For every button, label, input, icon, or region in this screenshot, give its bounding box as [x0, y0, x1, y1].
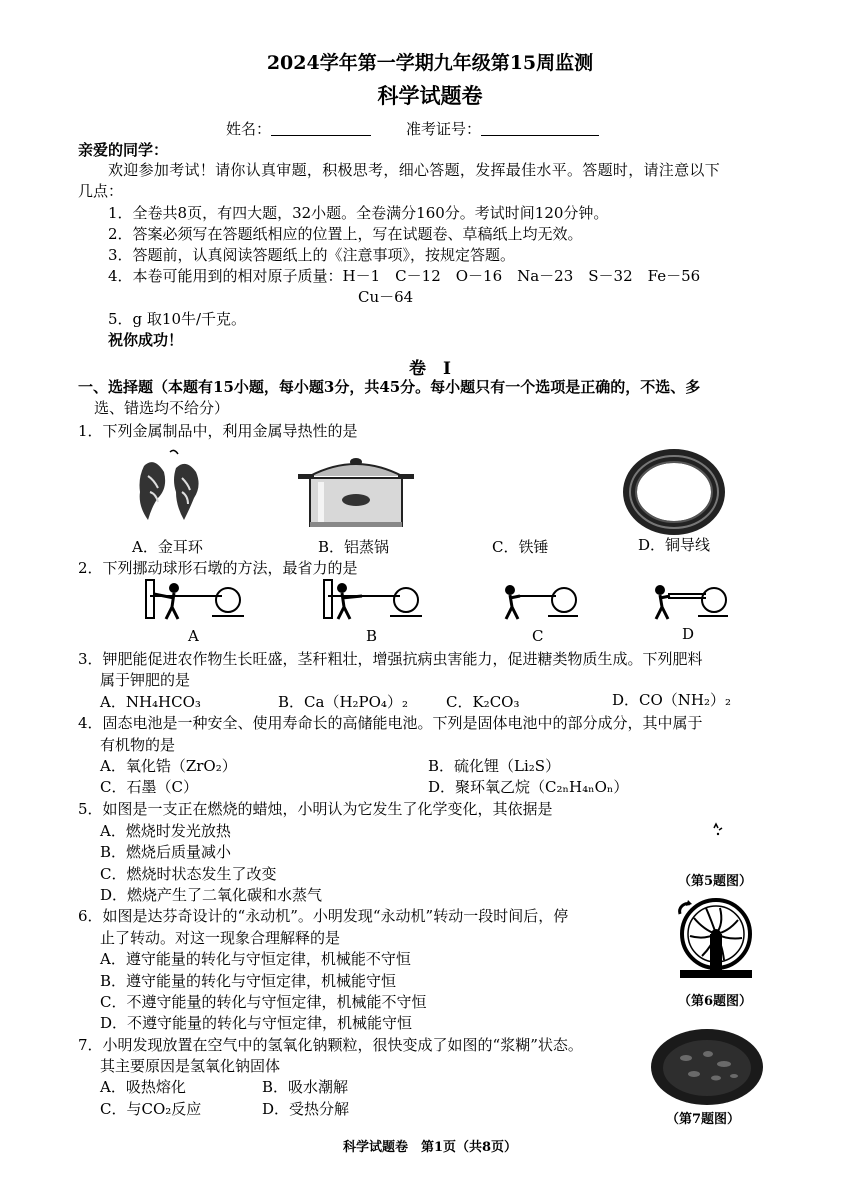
question-1-option-a: A．金耳环 — [132, 538, 203, 556]
question-5-option-c: C．燃烧时状态发生了改变 — [100, 865, 277, 883]
volume-heading: 卷 I — [409, 359, 451, 379]
question-4-option-a: A．氧化锆（ZrO₂） — [100, 757, 237, 775]
push-method-c-image — [498, 578, 578, 622]
perpetual-motion-wheel-image — [666, 892, 762, 982]
push-method-a-image — [140, 578, 244, 622]
question-3-option-c: C．K₂CO₃ — [446, 693, 520, 711]
figure-6-caption: （第6题图） — [678, 994, 753, 1009]
question-5-option-d: D．燃烧产生了二氧化碳和水蒸气 — [100, 886, 323, 904]
closing: 祝你成功！ — [108, 331, 184, 349]
question-7-option-d: D．受热分解 — [262, 1100, 350, 1118]
question-7-stem-2: 其主要原因是氢氧化钠固体 — [100, 1057, 281, 1075]
id-blank — [481, 121, 599, 136]
question-4-stem-2: 有机物的是 — [100, 736, 176, 754]
question-3-stem-2: 属于钾肥的是 — [100, 671, 191, 689]
question-6-option-a: A．遵守能量的转化与守恒定律，机械能不守恒 — [100, 950, 411, 968]
question-3-stem-1: 3．钾肥能促进农作物生长旺盛，茎秆粗壮，增强抗病虫害能力，促进糖类物质生成。下列肥料 — [78, 650, 703, 668]
exam-title: 2024学年第一学期九年级第15周监测 — [266, 52, 594, 74]
name-label: 姓名： — [226, 120, 272, 138]
push-method-b-image — [318, 578, 422, 622]
question-7-stem-1: 7．小明发现放置在空气中的氢氧化钠颗粒，很快变成了如图的“浆糊”状态。 — [78, 1036, 583, 1054]
greeting: 亲爱的同学： — [78, 141, 169, 159]
question-3-option-a: A．NH₄HCO₃ — [100, 693, 201, 711]
question-6-stem-2: 止了转动。对这一现象合理解释的是 — [100, 929, 341, 947]
copper-wire-image — [628, 452, 720, 532]
question-6-option-d: D．不遵守能量的转化与守恒定律，机械能守恒 — [100, 1014, 413, 1032]
exam-subtitle: 科学试题卷 — [377, 83, 483, 108]
intro-line-2: 几点： — [78, 182, 124, 200]
question-3-option-b: B．Ca（H₂PO₄）₂ — [278, 693, 408, 711]
question-2-option-d: D — [682, 625, 695, 643]
push-method-d-image — [648, 578, 728, 622]
question-7-option-a: A．吸热熔化 — [100, 1078, 186, 1096]
question-6-stem-1: 6．如图是达芬奇设计的“永动机”。小明发现“永动机”转动一段时间后，停 — [78, 907, 569, 925]
question-1-stem: 1．下列金属制品中，利用金属导热性的是 — [78, 422, 358, 440]
notice-item: 1．全卷共8页，有四大题，32小题。全卷满分160分。考试时间120分钟。 — [108, 204, 609, 222]
figure-5-caption: （第5题图） — [678, 874, 753, 889]
id-field — [406, 119, 599, 139]
candle-image — [710, 822, 726, 842]
question-6-option-b: B．遵守能量的转化与守恒定律，机械能守恒 — [100, 972, 397, 990]
question-7-option-c: C．与CO₂反应 — [100, 1100, 202, 1118]
aluminum-steamer-image — [296, 454, 416, 530]
intro-line-1: 欢迎参加考试！请你认真审题，积极思考，细心答题，发挥最佳水平。答题时，请注意以下 — [108, 161, 721, 179]
page-footer: 科学试题卷 第1页（共8页） — [342, 1140, 518, 1155]
id-label: 准考证号： — [406, 120, 482, 138]
notice-item: 3．答题前，认真阅读答题纸上的《注意事项》，按规定答题。 — [108, 246, 516, 264]
question-2-option-b: B — [366, 627, 378, 645]
notice-item: Cu－64 — [358, 288, 414, 306]
question-5-stem: 5．如图是一支正在燃烧的蜡烛，小明认为它发生了化学变化，其依据是 — [78, 800, 553, 818]
notice-item: 5．g 取10牛/千克。 — [108, 310, 247, 328]
question-4-option-c: C．石墨（C） — [100, 778, 198, 796]
question-2-stem: 2．下列挪动球形石墩的方法，最省力的是 — [78, 559, 358, 577]
notice-item: 4．本卷可能用到的相对原子质量：H－1 C－12 O－16 Na－23 S－32 Fe－56 — [108, 267, 701, 285]
question-4-option-d: D．聚环氧乙烷（C₂ₙH₄ₙOₙ） — [428, 778, 629, 796]
question-1-option-d: D．铜导线 — [638, 536, 711, 554]
question-6-option-c: C．不遵守能量的转化与守恒定律，机械能不守恒 — [100, 993, 427, 1011]
question-5-option-b: B．燃烧后质量减小 — [100, 843, 232, 861]
figure-7-caption: （第7题图） — [666, 1112, 741, 1127]
question-4-stem-1: 4．固态电池是一种安全、使用寿命长的高储能电池。下列是固体电池中的部分成分，其中属于 — [78, 714, 703, 732]
notice-item: 2．答案必须写在答题纸相应的位置上，写在试题卷、草稿纸上均无效。 — [108, 225, 583, 243]
question-7-option-b: B．吸水潮解 — [262, 1078, 349, 1096]
question-2-option-c: C — [532, 627, 544, 645]
question-1-option-c: C．铁锤 — [492, 538, 549, 556]
name-field — [226, 119, 371, 139]
section-heading-2: 选、错选均不给分） — [94, 399, 230, 417]
name-blank — [271, 121, 371, 136]
question-2-option-a: A — [188, 627, 199, 645]
question-4-option-b: B．硫化锂（Li₂S） — [428, 757, 561, 775]
question-1-option-b: B．铝蒸锅 — [318, 538, 390, 556]
gold-earrings-image — [130, 448, 210, 528]
section-heading-1: 一、选择题（本题有15小题，每小题3分，共45分。每小题只有一个选项是正确的，不选、多 — [78, 378, 701, 396]
sodium-hydroxide-paste-image — [650, 1028, 764, 1106]
question-5-option-a: A．燃烧时发光放热 — [100, 822, 231, 840]
question-3-option-d: D．CO（NH₂）₂ — [612, 691, 732, 709]
